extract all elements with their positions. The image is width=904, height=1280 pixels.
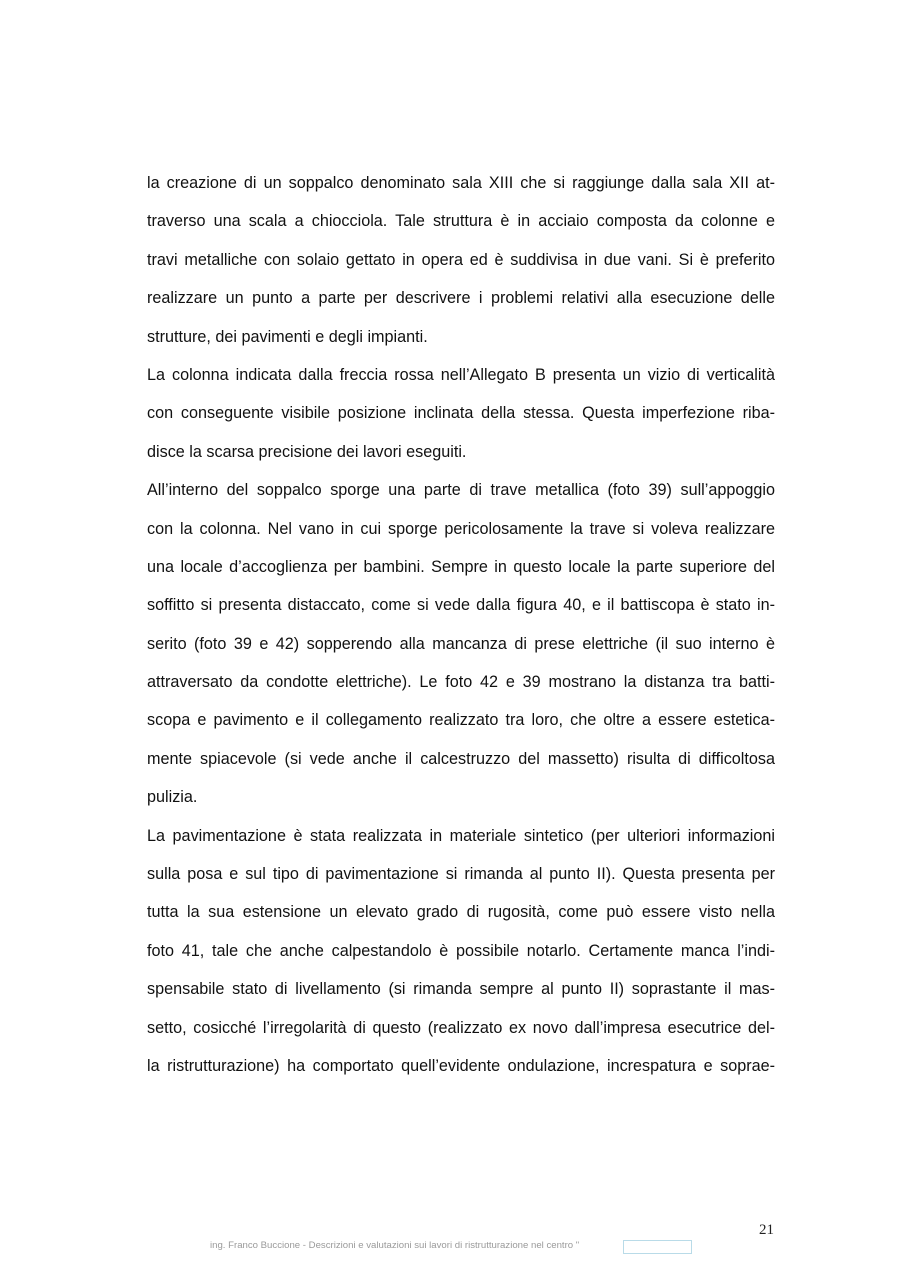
- text-line: la creazione di un soppalco denominato sala XIII che si raggiunge dalla sala XII at-: [147, 174, 775, 192]
- text-line: travi metalliche con solaio gettato in opera ed è suddivisa in due vani. Si è preferito: [147, 250, 775, 269]
- page-number: 21: [759, 1222, 774, 1238]
- text-line: con la colonna. Nel vano in cui sporge pericolosamente la trave si voleva realizzare: [147, 519, 775, 538]
- text-line: foto 41, tale che anche calpestandolo è possibile notarlo. Certamente manca l’indi-: [147, 941, 775, 960]
- text-line: La colonna indicata dalla freccia rossa nell’Allegato B presenta un vizio di verticalità: [147, 365, 775, 384]
- body-text: [147, 164, 775, 1085]
- text-line: setto, cosicché l’irregolarità di questo (realizzato ex novo dall’impresa esecutrice del-: [147, 1018, 775, 1037]
- text-line: una locale d’accoglienza per bambini. Sempre in questo locale la parte superiore del: [147, 557, 775, 576]
- text-line: disce la scarsa precisione dei lavori eseguiti.: [147, 442, 467, 461]
- text-line: mente spiacevole (si vede anche il calcestruzzo del massetto) risulta di difficoltosa: [147, 749, 775, 768]
- text-line: tutta la sua estensione un elevato grado di rugosità, come può essere visto nella: [147, 903, 775, 922]
- text-line: soffitto si presenta distaccato, come si vede dalla figura 40, e il battiscopa è stato in-: [147, 596, 775, 615]
- text-line: spensabile stato di livellamento (si rimanda sempre al punto II) soprastante il mas-: [147, 980, 775, 999]
- footer-text: ing. Franco Buccione - Descrizioni e valutazioni sui lavori di ristrutturazione nel centro ": [210, 1240, 580, 1251]
- text-line: La pavimentazione è stata realizzata in materiale sintetico (per ulteriori informazioni: [147, 826, 775, 845]
- text-line: con conseguente visibile posizione inclinata della stessa. Questa imperfezione riba-: [147, 404, 775, 423]
- text-line: strutture, dei pavimenti e degli impianti.: [147, 327, 428, 346]
- text-line: scopa e pavimento e il collegamento realizzato tra loro, che oltre a essere estetica-: [147, 711, 775, 730]
- text-line: serito (foto 39 e 42) sopperendo alla mancanza di prese elettriche (il suo interno è: [147, 634, 775, 653]
- text-line: pulizia.: [147, 788, 198, 807]
- text-line: realizzare un punto a parte per descrivere i problemi relativi alla esecuzione delle: [147, 289, 775, 308]
- text-line: traverso una scala a chiocciola. Tale struttura è in acciaio composta da colonne e: [147, 212, 775, 231]
- text-line: sulla posa e sul tipo di pavimentazione si rimanda al punto II). Questa presenta per: [147, 865, 775, 884]
- footer-box: [623, 1240, 692, 1254]
- text-line: la ristrutturazione) ha comportato quell’evidente ondulazione, increspatura e soprae-: [147, 1056, 775, 1075]
- text-line: All’interno del soppalco sporge una parte di trave metallica (foto 39) sull’appoggio: [147, 481, 775, 500]
- text-line: attraversato da condotte elettriche). Le foto 42 e 39 mostrano la distanza tra batti-: [147, 673, 775, 692]
